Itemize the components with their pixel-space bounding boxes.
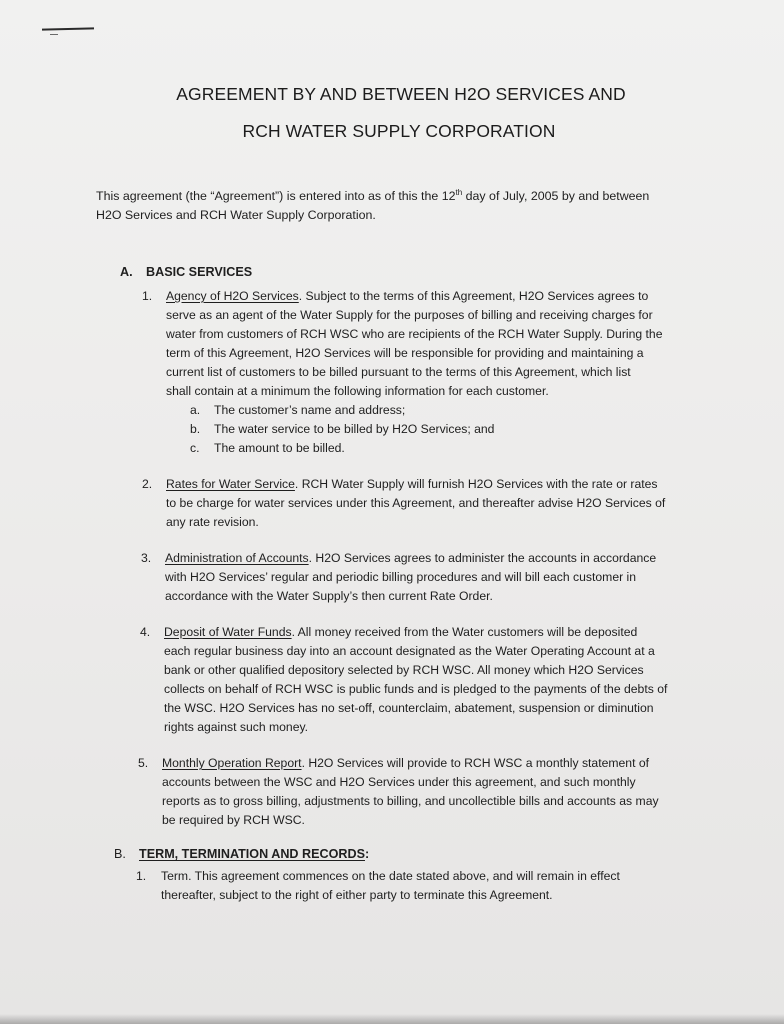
item-body <box>165 549 656 606</box>
page-bottom-edge <box>0 1014 784 1024</box>
item-line: serve as an agent of the Water Supply for the purposes of billing and receiving charges for <box>166 308 653 322</box>
item-line: rights against such money. <box>164 720 309 734</box>
sub-list-item <box>190 401 662 420</box>
item-line: the WSC. H2O Services has no set-off, counterclaim, abatement, suspension or diminution <box>164 701 654 715</box>
item-text: . All money received from the Water customers will be deposited <box>291 625 638 639</box>
pen-mark-dot <box>50 34 58 35</box>
section-title-colon: : <box>364 847 370 861</box>
item-title: Rates for Water Service <box>166 477 295 491</box>
section-title: BASIC SERVICES <box>146 265 253 279</box>
item-line <box>166 287 662 306</box>
item-line: thereafter, subject to the right of either party to terminate this Agreement. <box>161 888 553 902</box>
item-text: . H2O Services will provide to RCH WSC a monthly statement of <box>301 756 650 770</box>
item-line <box>166 475 665 494</box>
document-title-line-1: AGREEMENT BY AND BETWEEN H2O SERVICES AND <box>176 84 626 104</box>
section-title: TERM, TERMINATION AND RECORDS <box>139 847 365 861</box>
item-line: shall contain at a minimum the following information for each customer. <box>166 384 549 398</box>
item-line: with H2O Services’ regular and periodic billing procedures and will bill each customer in <box>165 570 637 584</box>
item-line: bank or other qualified depository selected by RCH WSC. All money which H2O Services <box>164 663 644 677</box>
item-line: any rate revision. <box>166 515 259 529</box>
sub-list-item <box>190 420 662 439</box>
item-title: Administration of Accounts <box>165 551 309 565</box>
item-title: Agency of H2O Services <box>166 289 299 303</box>
item-text: . RCH Water Supply will furnish H2O Services with the rate or rates <box>294 477 658 491</box>
item-line: be required by RCH WSC. <box>162 813 305 827</box>
sub-list-text: The customer’s name and address; <box>214 403 406 417</box>
item-line <box>165 549 656 568</box>
intro-paragraph <box>96 187 696 225</box>
pen-mark <box>42 27 94 30</box>
item-line: each regular business day into an account designated as the Water Operating Account at a <box>164 644 655 658</box>
document-title-line-2: RCH WATER SUPPLY CORPORATION <box>242 121 556 141</box>
item-line: current list of customers to be billed pursuant to the terms of this Agreement, which list <box>166 365 631 379</box>
sub-list-letter: c. <box>190 441 200 455</box>
item-number: 3. <box>141 551 152 565</box>
item-line: collects on behalf of RCH WSC is public funds and is pledged to the payments of the debts of <box>164 682 668 696</box>
intro-text-a: This agreement (the “Agreement”) is entered into as of this the 12 <box>96 189 456 203</box>
item-line: accounts between the WSC and H2O Services under this agreement, and such monthly <box>162 775 636 789</box>
sub-list <box>166 401 662 458</box>
item-title: Deposit of Water Funds <box>164 625 292 639</box>
item-body <box>164 623 667 737</box>
sub-list-item <box>190 439 662 458</box>
item-body <box>162 754 659 830</box>
item-line: Term. This agreement commences on the date stated above, and will remain in effect <box>161 869 620 883</box>
item-line: reports as to gross billing, adjustments to billing, and uncollectible bills and accounts as may <box>162 794 659 808</box>
item-body <box>166 475 665 532</box>
item-body <box>161 867 620 905</box>
section-letter: B. <box>114 847 126 861</box>
item-line: to be charge for water services under this Agreement, and thereafter advise H2O Services of <box>166 496 666 510</box>
item-number: 2. <box>142 477 153 491</box>
sub-list-text: The amount to be billed. <box>214 441 345 455</box>
item-number: 1. <box>142 289 153 303</box>
item-line: water from customers of RCH WSC who are recipients of the RCH Water Supply. During the <box>166 327 663 341</box>
item-line: accordance with the Water Supply’s then current Rate Order. <box>165 589 493 603</box>
section-a-heading <box>120 265 252 279</box>
intro-text-b: day of July, 2005 by and between <box>462 189 650 203</box>
item-title: Monthly Operation Report <box>162 756 302 770</box>
sub-list-letter: b. <box>190 422 201 436</box>
intro-text-line-2: H2O Services and RCH Water Supply Corporation. <box>96 208 376 222</box>
item-text: . Subject to the terms of this Agreement, H2O Services agrees to <box>298 289 649 303</box>
intro-superscript: th <box>455 187 463 197</box>
item-text: . H2O Services agrees to administer the accounts in accordance <box>308 551 657 565</box>
item-body <box>166 287 662 458</box>
sub-list-letter: a. <box>190 403 201 417</box>
item-line <box>162 754 659 773</box>
sub-list-text: The water service to be billed by H2O Services; and <box>214 422 495 436</box>
item-number: 4. <box>140 625 151 639</box>
section-letter: A. <box>120 265 133 279</box>
item-number: 1. <box>136 869 147 883</box>
item-line: term of this Agreement, H2O Services will be responsible for providing and maintaining a <box>166 346 644 360</box>
item-line <box>164 623 667 642</box>
section-b-heading <box>114 847 369 861</box>
item-number: 5. <box>138 756 149 770</box>
